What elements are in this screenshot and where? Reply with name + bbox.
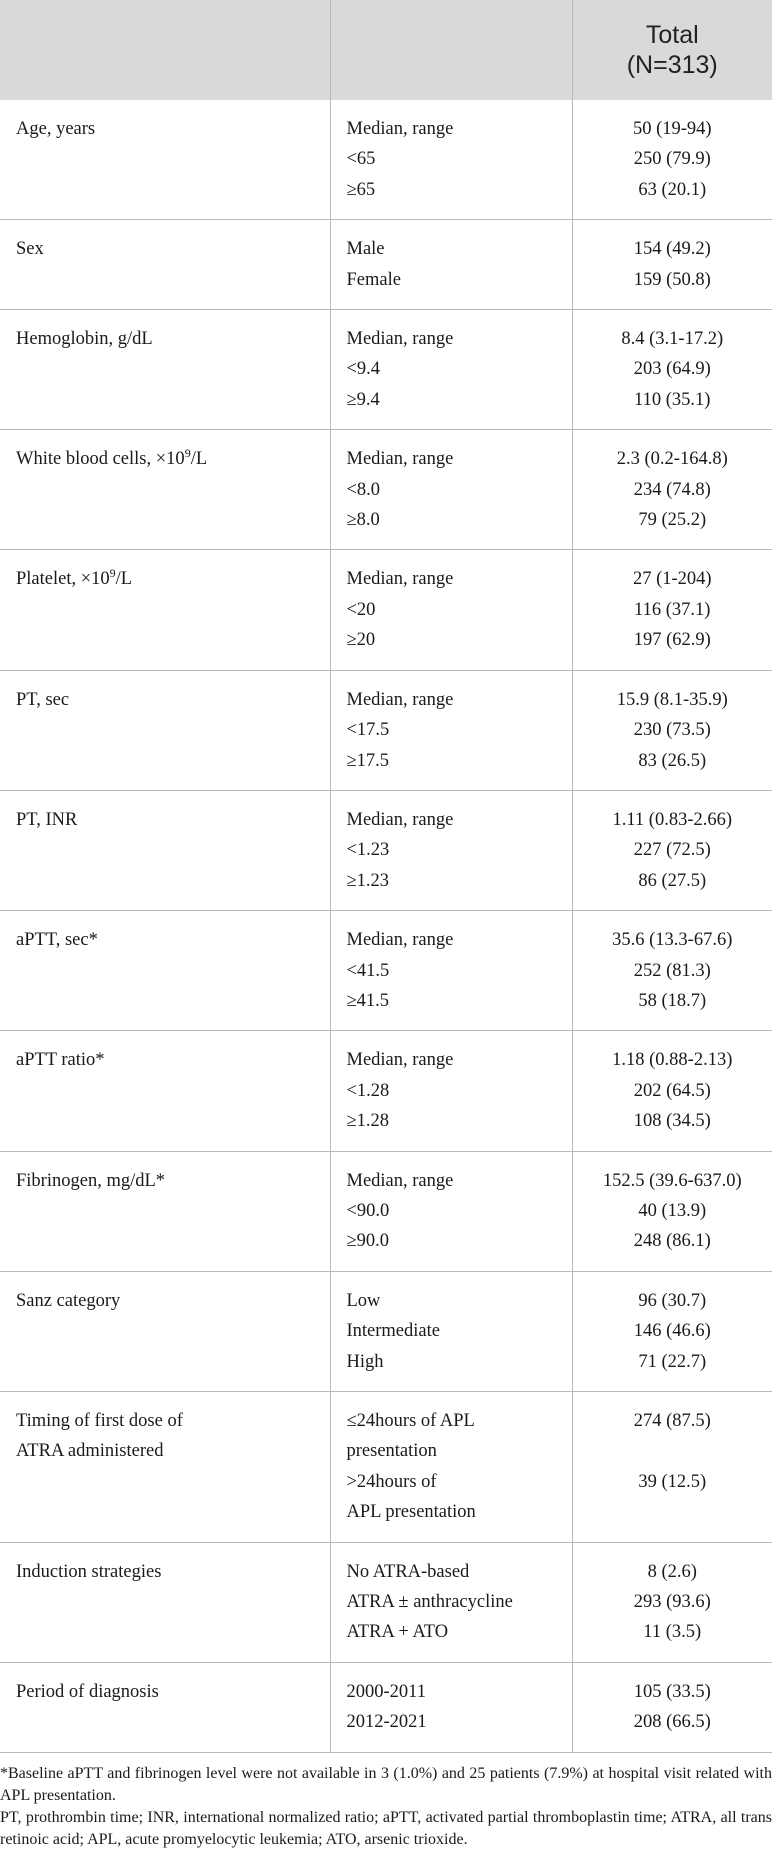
variable-cell	[0, 220, 330, 310]
variable-label: Induction strategies	[16, 1562, 161, 1582]
total-value: 154 (49.2)	[579, 234, 767, 264]
category-label: >24hours of	[347, 1467, 556, 1497]
category-label: <9.4	[347, 354, 556, 384]
table-row	[0, 100, 772, 220]
variable-label: PT, INR	[16, 810, 77, 830]
total-value: 274 (87.5)	[579, 1406, 767, 1436]
table-row	[0, 1392, 772, 1543]
category-cell	[330, 911, 572, 1031]
total-value: 197 (62.9)	[579, 625, 767, 655]
variable-label-line: ATRA administered	[16, 1436, 314, 1466]
variable-label: Sex	[16, 239, 44, 259]
category-label: 2000-2011	[347, 1677, 556, 1707]
total-value: 248 (86.1)	[579, 1226, 767, 1256]
total-value: 27 (1-204)	[579, 564, 767, 594]
footnote-missing-data: *Baseline aPTT and fibrinogen level were not available in 3 (1.0%) and 25 patients (7.9%) at hospital visit related with APL presentation.	[0, 1763, 772, 1807]
category-cell	[330, 1392, 572, 1543]
total-value	[579, 1497, 767, 1527]
category-label: ATRA ± anthracycline	[347, 1587, 556, 1617]
variable-label: Hemoglobin, g/dL	[16, 329, 153, 349]
category-label: Intermediate	[347, 1316, 556, 1346]
variable-cell	[0, 1151, 330, 1271]
category-label: ≥1.28	[347, 1106, 556, 1136]
total-value: 50 (19-94)	[579, 114, 767, 144]
total-value: 152.5 (39.6-637.0)	[579, 1166, 767, 1196]
total-value-cell	[572, 1392, 772, 1543]
category-label: Median, range	[347, 925, 556, 955]
category-label: Low	[347, 1286, 556, 1316]
variable-label: Sanz category	[16, 1291, 120, 1311]
category-label: <90.0	[347, 1196, 556, 1226]
category-label: High	[347, 1347, 556, 1377]
total-value: 234 (74.8)	[579, 475, 767, 505]
total-value: 11 (3.5)	[579, 1617, 767, 1647]
total-value: 227 (72.5)	[579, 835, 767, 865]
total-value-cell	[572, 911, 772, 1031]
category-cell	[330, 1542, 572, 1662]
category-label: <1.23	[347, 835, 556, 865]
variable-label: aPTT ratio*	[16, 1050, 105, 1070]
total-value: 96 (30.7)	[579, 1286, 767, 1316]
total-value: 110 (35.1)	[579, 385, 767, 415]
category-label: Median, range	[347, 685, 556, 715]
total-value-cell	[572, 100, 772, 220]
table-footnotes	[0, 1753, 772, 1851]
table-body	[0, 100, 772, 1752]
category-label: Median, range	[347, 1045, 556, 1075]
total-value: 108 (34.5)	[579, 1106, 767, 1136]
category-label: ATRA + ATO	[347, 1617, 556, 1647]
variable-cell	[0, 100, 330, 220]
total-value: 35.6 (13.3-67.6)	[579, 925, 767, 955]
total-value: 159 (50.8)	[579, 265, 767, 295]
category-cell	[330, 310, 572, 430]
total-value-cell	[572, 790, 772, 910]
variable-label-exponent: 9	[110, 566, 116, 580]
table-row	[0, 220, 772, 310]
table-row	[0, 550, 772, 670]
variable-label: PT, sec	[16, 690, 69, 710]
total-value-cell	[572, 670, 772, 790]
total-value-cell	[572, 1031, 772, 1151]
table-row	[0, 1271, 772, 1391]
total-value-cell	[572, 1271, 772, 1391]
total-value-cell	[572, 1151, 772, 1271]
category-label: <17.5	[347, 715, 556, 745]
table-header-row	[0, 0, 772, 100]
total-value-cell	[572, 1662, 772, 1752]
category-cell	[330, 550, 572, 670]
variable-cell	[0, 1542, 330, 1662]
category-label: ≥20	[347, 625, 556, 655]
variable-label: Platelet, ×10	[16, 569, 110, 589]
category-label: ≥8.0	[347, 505, 556, 535]
category-label: Female	[347, 265, 556, 295]
category-label: No ATRA-based	[347, 1557, 556, 1587]
total-value: 116 (37.1)	[579, 595, 767, 625]
total-value: 202 (64.5)	[579, 1076, 767, 1106]
category-label: Median, range	[347, 444, 556, 474]
variable-cell	[0, 911, 330, 1031]
total-value-cell	[572, 430, 772, 550]
variable-label-exponent: 9	[185, 446, 191, 460]
category-label: ≤24hours of APL	[347, 1406, 556, 1436]
category-label: <8.0	[347, 475, 556, 505]
table-row	[0, 1662, 772, 1752]
total-value-cell	[572, 220, 772, 310]
total-value: 252 (81.3)	[579, 956, 767, 986]
total-value: 203 (64.9)	[579, 354, 767, 384]
category-cell	[330, 1662, 572, 1752]
header-variable-cell	[0, 0, 330, 100]
total-value-cell	[572, 550, 772, 670]
variable-cell	[0, 1031, 330, 1151]
category-label: Median, range	[347, 114, 556, 144]
table-row	[0, 670, 772, 790]
category-cell	[330, 670, 572, 790]
total-value: 86 (27.5)	[579, 866, 767, 896]
category-label: ≥41.5	[347, 986, 556, 1016]
category-label: Median, range	[347, 805, 556, 835]
total-value: 293 (93.6)	[579, 1587, 767, 1617]
category-label: ≥9.4	[347, 385, 556, 415]
category-label: <41.5	[347, 956, 556, 986]
table-row	[0, 1542, 772, 1662]
total-value	[579, 1436, 767, 1466]
total-value: 250 (79.9)	[579, 144, 767, 174]
variable-label-unit: /L	[116, 569, 132, 589]
total-value: 40 (13.9)	[579, 1196, 767, 1226]
variable-label: White blood cells, ×10	[16, 449, 185, 469]
total-value: 105 (33.5)	[579, 1677, 767, 1707]
category-label: Median, range	[347, 324, 556, 354]
variable-cell	[0, 310, 330, 430]
category-label: <65	[347, 144, 556, 174]
category-cell	[330, 1151, 572, 1271]
variable-cell	[0, 1662, 330, 1752]
total-value: 63 (20.1)	[579, 175, 767, 205]
category-cell	[330, 430, 572, 550]
table-row	[0, 430, 772, 550]
category-label: 2012-2021	[347, 1707, 556, 1737]
variable-label-unit: /L	[191, 449, 207, 469]
category-cell	[330, 220, 572, 310]
table-row	[0, 790, 772, 910]
total-value: 39 (12.5)	[579, 1467, 767, 1497]
total-value: 15.9 (8.1-35.9)	[579, 685, 767, 715]
header-total-n: (N=313)	[573, 50, 772, 80]
category-cell	[330, 1031, 572, 1151]
header-total-label: Total	[573, 20, 772, 50]
table-row	[0, 911, 772, 1031]
variable-label: Fibrinogen, mg/dL*	[16, 1171, 165, 1191]
category-label: Male	[347, 234, 556, 264]
total-value: 58 (18.7)	[579, 986, 767, 1016]
total-value: 1.18 (0.88-2.13)	[579, 1045, 767, 1075]
total-value-cell	[572, 310, 772, 430]
header-total-cell	[572, 0, 772, 100]
total-value: 71 (22.7)	[579, 1347, 767, 1377]
table-row	[0, 310, 772, 430]
total-value: 146 (46.6)	[579, 1316, 767, 1346]
variable-label: aPTT, sec*	[16, 930, 98, 950]
category-label: <1.28	[347, 1076, 556, 1106]
variable-label-line: Timing of first dose of	[16, 1406, 314, 1436]
variable-cell	[0, 1271, 330, 1391]
category-cell	[330, 1271, 572, 1391]
total-value: 230 (73.5)	[579, 715, 767, 745]
category-label: ≥17.5	[347, 746, 556, 776]
variable-cell	[0, 430, 330, 550]
total-value: 79 (25.2)	[579, 505, 767, 535]
variable-cell	[0, 550, 330, 670]
total-value-cell	[572, 1542, 772, 1662]
total-value: 2.3 (0.2-164.8)	[579, 444, 767, 474]
category-label: Median, range	[347, 1166, 556, 1196]
variable-label: Age, years	[16, 119, 95, 139]
category-label: presentation	[347, 1436, 556, 1466]
variable-cell	[0, 790, 330, 910]
category-label: APL presentation	[347, 1497, 556, 1527]
total-value: 83 (26.5)	[579, 746, 767, 776]
category-cell	[330, 790, 572, 910]
category-label: <20	[347, 595, 556, 625]
variable-label: Period of diagnosis	[16, 1682, 159, 1702]
header-category-cell	[330, 0, 572, 100]
category-label: Median, range	[347, 564, 556, 594]
category-label: ≥65	[347, 175, 556, 205]
table-row	[0, 1031, 772, 1151]
footnote-abbreviations: PT, prothrombin time; INR, international normalized ratio; aPTT, activated partial thromboplastin time; ATRA, all trans retinoic acid; APL, acute promyelocytic leukemia; ATO, arsenic trioxide.	[0, 1807, 772, 1851]
total-value: 8 (2.6)	[579, 1557, 767, 1587]
total-value: 1.11 (0.83-2.66)	[579, 805, 767, 835]
category-label: ≥90.0	[347, 1226, 556, 1256]
variable-cell	[0, 670, 330, 790]
category-cell	[330, 100, 572, 220]
total-value: 8.4 (3.1-17.2)	[579, 324, 767, 354]
category-label: ≥1.23	[347, 866, 556, 896]
table-row	[0, 1151, 772, 1271]
variable-cell	[0, 1392, 330, 1543]
total-value: 208 (66.5)	[579, 1707, 767, 1737]
